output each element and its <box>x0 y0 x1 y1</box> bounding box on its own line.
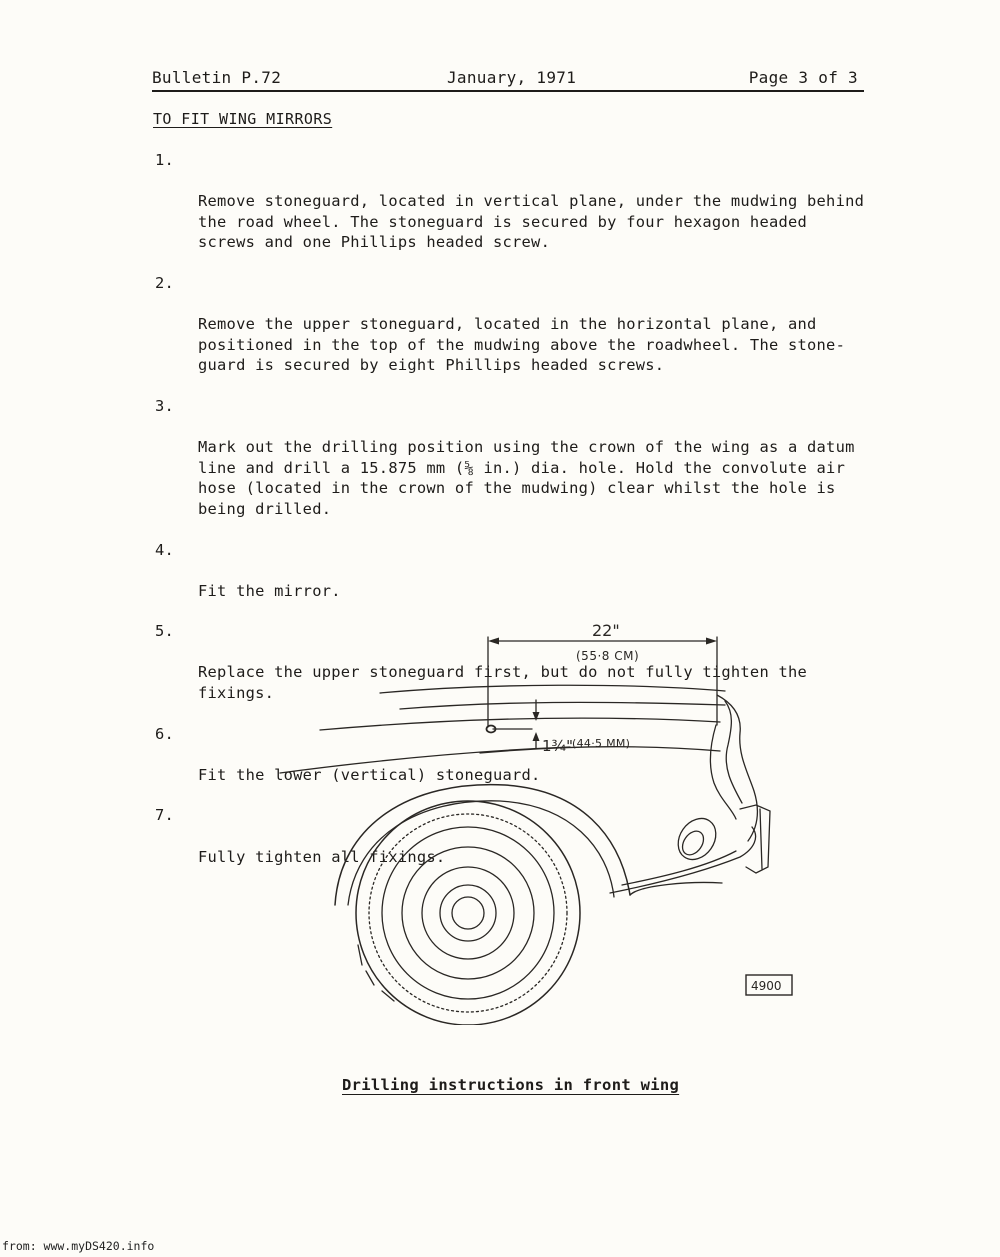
hub-center <box>452 897 484 929</box>
step-text: Remove the upper stoneguard, located in the horizontal plane, and positioned in the top of the mudwing above the roadwheel. The stone- guard is secured by eight Phillips headed screws. <box>198 315 846 375</box>
body-swage-line <box>280 747 570 773</box>
front-wing-drawing <box>270 605 810 1025</box>
bulletin-number: Bulletin P.72 <box>152 68 282 87</box>
arrowhead-icon <box>706 638 717 645</box>
wing-illustration <box>270 605 810 1025</box>
wing-front-curve <box>710 725 736 819</box>
step-item <box>155 150 945 253</box>
wing-top-line <box>380 685 725 693</box>
step-number: 4. <box>155 540 175 559</box>
tyre-tread <box>369 814 567 1012</box>
step-text: Fit the mirror. <box>198 581 341 600</box>
side-lamp <box>670 811 723 867</box>
wing-crown-line <box>320 718 720 730</box>
wing-line <box>400 702 725 709</box>
bumper-edge <box>760 809 762 869</box>
step-text: Remove stoneguard, located in vertical plane, under the mudwing behind the road wheel. The stoneguard is secured by four hexagon headed screws and one Phillips headed screw. <box>198 192 865 252</box>
dimension-length-metric-label: (55·8 CM) <box>576 649 640 663</box>
wing-front-inner <box>725 701 742 803</box>
step-number: 1. <box>155 151 175 169</box>
step-number: 3. <box>155 396 175 415</box>
arrowhead-icon <box>533 732 540 741</box>
tyre-outer <box>356 801 580 1025</box>
footer-source: from: www.myDS420.info <box>2 1239 155 1253</box>
dimension-height-label: 1¾" <box>542 737 573 755</box>
step-item <box>155 273 945 376</box>
step-text: Fit the lower (vertical) stoneguard. <box>198 765 541 784</box>
step-text: Mark out the drilling position using the crown of the wing as a datum line and drill a 15.875 mm (⅝ in.) dia. hole. Hold the convolute air hose (located in the crown of the mudwing) clear whilst the hole is being drilled. <box>198 438 855 518</box>
arrowhead-icon <box>533 712 540 721</box>
wheel-rim <box>382 827 554 999</box>
step-text: Replace the upper stoneguard first, but do not fully tighten the fixings. <box>198 663 808 703</box>
dimension-length-label: 22" <box>592 621 620 640</box>
step-number: 2. <box>155 273 175 292</box>
wheel-trim <box>422 867 514 959</box>
step-number: 6. <box>155 724 175 743</box>
figure-caption: Drilling instructions in front wing <box>342 1076 680 1094</box>
side-lamp-lens <box>678 827 708 859</box>
dimension-height-metric-label: (44·5 MM) <box>572 737 631 750</box>
wheel-arch-inner <box>348 801 614 905</box>
page-number: Page 3 of 3 <box>748 68 858 87</box>
sill-line <box>630 883 722 896</box>
page-header <box>152 66 864 92</box>
arrowhead-icon <box>488 638 499 645</box>
step-number: 5. <box>155 622 175 641</box>
wing-front-edge <box>717 695 757 841</box>
figure-number: 4900 <box>751 979 782 993</box>
step-item <box>155 540 945 602</box>
section-title: TO FIT WING MIRRORS <box>153 110 333 128</box>
step-number: 7. <box>155 806 175 825</box>
hub-cap <box>440 885 496 941</box>
bumper-line <box>622 851 736 885</box>
bulletin-date: January, 1971 <box>447 68 577 87</box>
step-text: Fully tighten all fixings. <box>198 847 446 866</box>
step-item <box>155 396 945 520</box>
